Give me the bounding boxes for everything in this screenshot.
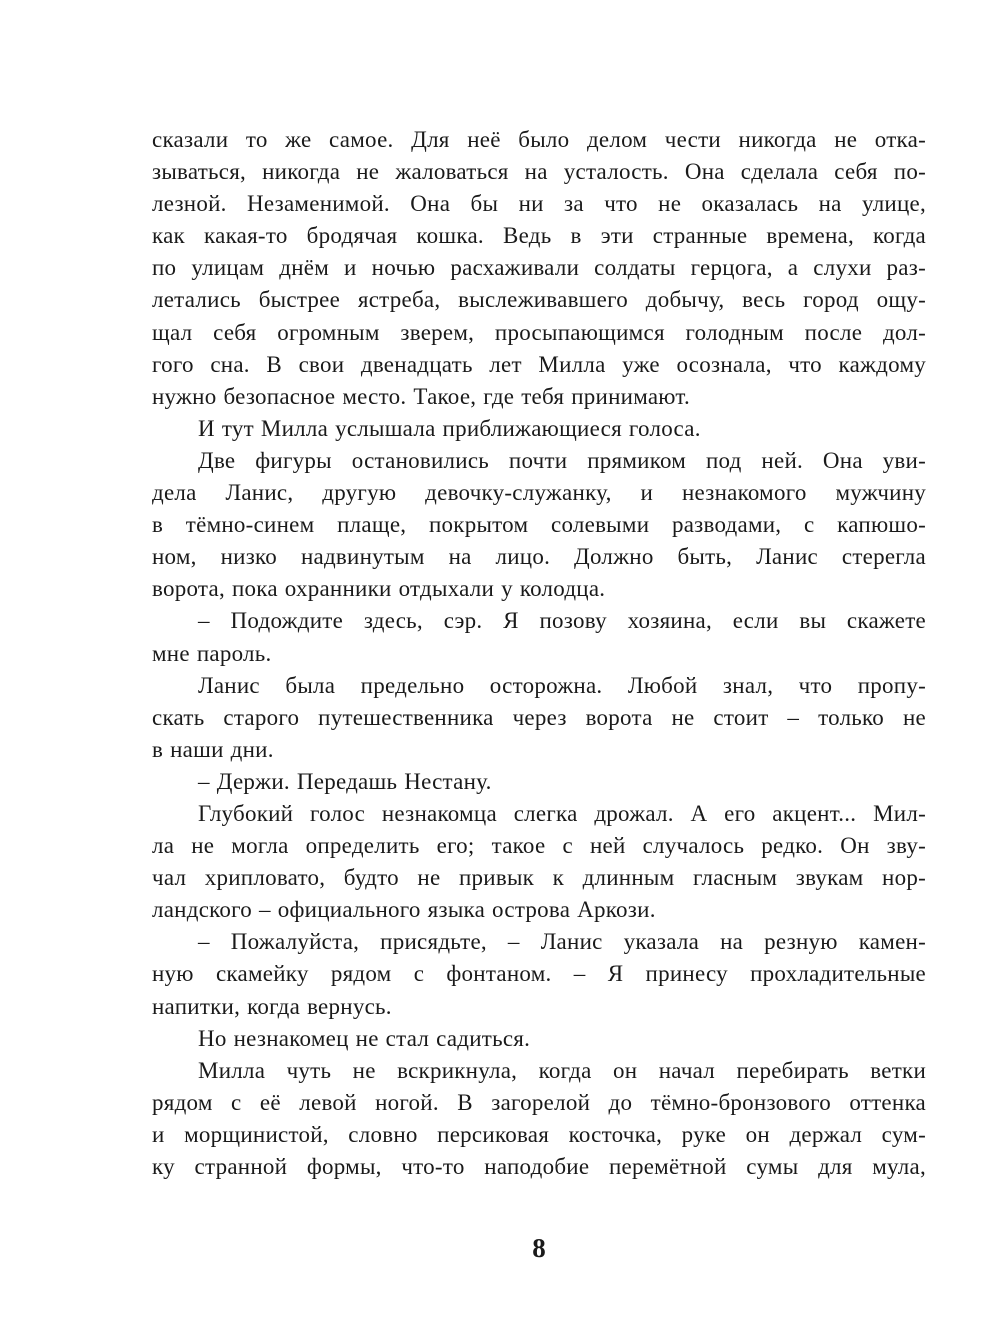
text-line: и морщинистой, словно персиковая косточка, руке он держал сум- (152, 1121, 926, 1147)
text-line: гого сна. В свои двенадцать лет Милла уже осознала, что каждому (152, 351, 926, 377)
text-line: лезной. Незаменимой. Она бы ни за что не оказалась на улице, (152, 191, 926, 217)
text-line: дела Ланис, другую девочку-служанку, и незнакомого мужчину (152, 480, 926, 506)
text-line: рядом с её левой ногой. В загорелой до тёмно-бронзового оттенка (152, 1089, 926, 1115)
text-line: напитки, когда вернусь. (152, 993, 392, 1019)
text-line: ном, низко надвинутым на лицо. Должно быть, Ланис стерегла (152, 544, 926, 570)
text-line: как какая-то бродячая кошка. Ведь в эти странные времена, когда (152, 223, 926, 249)
text-line: мне пароль. (152, 640, 272, 666)
text-line: Но незнакомец не стал садиться. (198, 1025, 531, 1051)
text-line: ную скамейку рядом с фонтаном. – Я принесу прохладительные (152, 961, 926, 987)
text-line: летались быстрее ястреба, выслеживавшего добычу, весь город ощу- (152, 287, 926, 313)
text-line: Ланис была предельно осторожна. Любой знал, что пропу- (198, 672, 926, 698)
page-number: 8 (532, 1233, 546, 1263)
text-line: чал хрипловато, будто не привык к длинным гласным звукам нор- (152, 865, 926, 891)
text-line: Милла чуть не вскрикнула, когда он начал перебирать ветки (198, 1057, 926, 1083)
text-line: – Пожалуйста, присядьте, – Ланис указала на резную камен- (198, 929, 926, 955)
text-line: сказали то же самое. Для неё было делом чести никогда не отка- (152, 127, 926, 152)
text-line: в наши дни. (152, 736, 274, 762)
text-line: И тут Милла услышала приближающиеся голоса. (198, 415, 701, 441)
text-line: – Держи. Передашь Нестану. (198, 768, 492, 794)
text-line: Две фигуры остановились почти прямиком под ней. Она уви- (198, 447, 926, 473)
text-line: ворота, пока охранники отдыхали у колодца. (152, 576, 606, 602)
text-line: ку странной формы, что-то наподобие перемётной сумы для мула, (152, 1154, 926, 1179)
text-line: по улицам днём и ночью расхаживали солдаты герцога, а слухи раз- (152, 255, 926, 281)
text-line: – Подождите здесь, сэр. Я позову хозяина, если вы скажете (198, 608, 926, 634)
text-line: в тёмно-синем плаще, покрытом солевыми разводами, с капюшо- (152, 512, 926, 538)
body-text (152, 124, 926, 1183)
text-line: ла не могла определить его; такое с ней случалось редко. Он зву- (152, 833, 926, 859)
text-line: нужно безопасное место. Такое, где тебя принимают. (152, 383, 690, 409)
text-line: ландского – официального языка острова Аркози. (152, 897, 656, 923)
text-line: скать старого путешественника через ворота не стоит – только не (152, 704, 926, 730)
text-line: зываться, никогда не жаловаться на усталость. Она сделала себя по- (152, 159, 926, 185)
text-line: Глубокий голос незнакомца слегка дрожал. А его акцент... Мил- (198, 800, 926, 826)
text-line: щал себя огромным зверем, просыпающимся голодным после дол- (152, 319, 926, 345)
